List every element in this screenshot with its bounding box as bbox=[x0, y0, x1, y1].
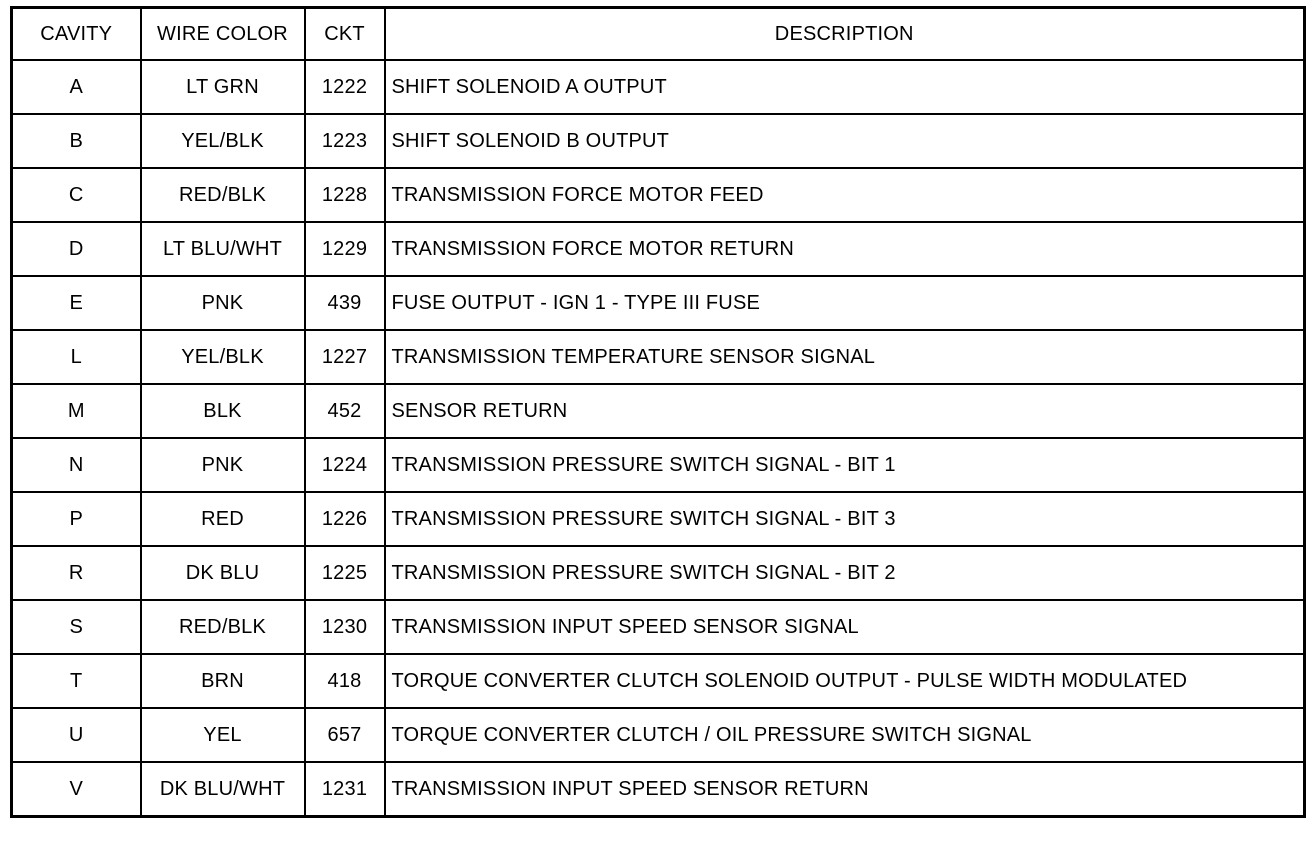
description-cell: TRANSMISSION INPUT SPEED SENSOR RETURN bbox=[385, 762, 1305, 817]
cavity-cell: S bbox=[12, 600, 141, 654]
connector-pinout-table bbox=[10, 6, 1306, 818]
header-row bbox=[12, 8, 1305, 61]
cavity-cell: E bbox=[12, 276, 141, 330]
table-header bbox=[12, 8, 1305, 61]
description-cell: TRANSMISSION FORCE MOTOR RETURN bbox=[385, 222, 1305, 276]
table-row bbox=[12, 654, 1305, 708]
ckt-cell: 1230 bbox=[305, 600, 385, 654]
ckt-cell: 1225 bbox=[305, 546, 385, 600]
wire-color-cell: RED/BLK bbox=[141, 600, 305, 654]
table-row bbox=[12, 222, 1305, 276]
wire-color-cell: RED bbox=[141, 492, 305, 546]
cavity-cell: A bbox=[12, 60, 141, 114]
description-cell: TRANSMISSION PRESSURE SWITCH SIGNAL - BIT 2 bbox=[385, 546, 1305, 600]
description-cell: TRANSMISSION PRESSURE SWITCH SIGNAL - BIT 1 bbox=[385, 438, 1305, 492]
wire-color-cell: PNK bbox=[141, 276, 305, 330]
table-row bbox=[12, 114, 1305, 168]
header-wire-color: WIRE COLOR bbox=[141, 8, 305, 61]
ckt-cell: 1229 bbox=[305, 222, 385, 276]
wire-color-cell: YEL/BLK bbox=[141, 330, 305, 384]
table-row bbox=[12, 546, 1305, 600]
table-row bbox=[12, 60, 1305, 114]
table-row bbox=[12, 276, 1305, 330]
wire-color-cell: RED/BLK bbox=[141, 168, 305, 222]
description-cell: SHIFT SOLENOID B OUTPUT bbox=[385, 114, 1305, 168]
ckt-cell: 1227 bbox=[305, 330, 385, 384]
table-row bbox=[12, 708, 1305, 762]
table-row bbox=[12, 384, 1305, 438]
description-cell: SENSOR RETURN bbox=[385, 384, 1305, 438]
table-body bbox=[12, 60, 1305, 817]
wire-color-cell: LT BLU/WHT bbox=[141, 222, 305, 276]
description-cell: TRANSMISSION PRESSURE SWITCH SIGNAL - BIT 3 bbox=[385, 492, 1305, 546]
ckt-cell: 657 bbox=[305, 708, 385, 762]
table-row bbox=[12, 762, 1305, 817]
cavity-cell: T bbox=[12, 654, 141, 708]
cavity-cell: D bbox=[12, 222, 141, 276]
wire-color-cell: BRN bbox=[141, 654, 305, 708]
table-row bbox=[12, 492, 1305, 546]
wire-color-cell: YEL bbox=[141, 708, 305, 762]
table-row bbox=[12, 168, 1305, 222]
cavity-cell: B bbox=[12, 114, 141, 168]
wire-color-cell: DK BLU/WHT bbox=[141, 762, 305, 817]
wire-color-cell: YEL/BLK bbox=[141, 114, 305, 168]
description-cell: TORQUE CONVERTER CLUTCH / OIL PRESSURE SWITCH SIGNAL bbox=[385, 708, 1305, 762]
ckt-cell: 1228 bbox=[305, 168, 385, 222]
table-row bbox=[12, 438, 1305, 492]
cavity-cell: C bbox=[12, 168, 141, 222]
description-cell: TRANSMISSION TEMPERATURE SENSOR SIGNAL bbox=[385, 330, 1305, 384]
ckt-cell: 1222 bbox=[305, 60, 385, 114]
wire-color-cell: LT GRN bbox=[141, 60, 305, 114]
description-cell: TORQUE CONVERTER CLUTCH SOLENOID OUTPUT - PULSE WIDTH MODULATED bbox=[385, 654, 1305, 708]
ckt-cell: 1226 bbox=[305, 492, 385, 546]
table-row bbox=[12, 330, 1305, 384]
description-cell: FUSE OUTPUT - IGN 1 - TYPE III FUSE bbox=[385, 276, 1305, 330]
header-cavity: CAVITY bbox=[12, 8, 141, 61]
description-cell: TRANSMISSION FORCE MOTOR FEED bbox=[385, 168, 1305, 222]
description-cell: TRANSMISSION INPUT SPEED SENSOR SIGNAL bbox=[385, 600, 1305, 654]
description-cell: SHIFT SOLENOID A OUTPUT bbox=[385, 60, 1305, 114]
ckt-cell: 1224 bbox=[305, 438, 385, 492]
header-ckt: CKT bbox=[305, 8, 385, 61]
cavity-cell: L bbox=[12, 330, 141, 384]
cavity-cell: U bbox=[12, 708, 141, 762]
header-description: DESCRIPTION bbox=[385, 8, 1305, 61]
ckt-cell: 1231 bbox=[305, 762, 385, 817]
wire-color-cell: PNK bbox=[141, 438, 305, 492]
cavity-cell: R bbox=[12, 546, 141, 600]
cavity-cell: P bbox=[12, 492, 141, 546]
cavity-cell: V bbox=[12, 762, 141, 817]
cavity-cell: M bbox=[12, 384, 141, 438]
wire-color-cell: DK BLU bbox=[141, 546, 305, 600]
ckt-cell: 452 bbox=[305, 384, 385, 438]
table-row bbox=[12, 600, 1305, 654]
ckt-cell: 1223 bbox=[305, 114, 385, 168]
ckt-cell: 418 bbox=[305, 654, 385, 708]
wire-color-cell: BLK bbox=[141, 384, 305, 438]
ckt-cell: 439 bbox=[305, 276, 385, 330]
cavity-cell: N bbox=[12, 438, 141, 492]
